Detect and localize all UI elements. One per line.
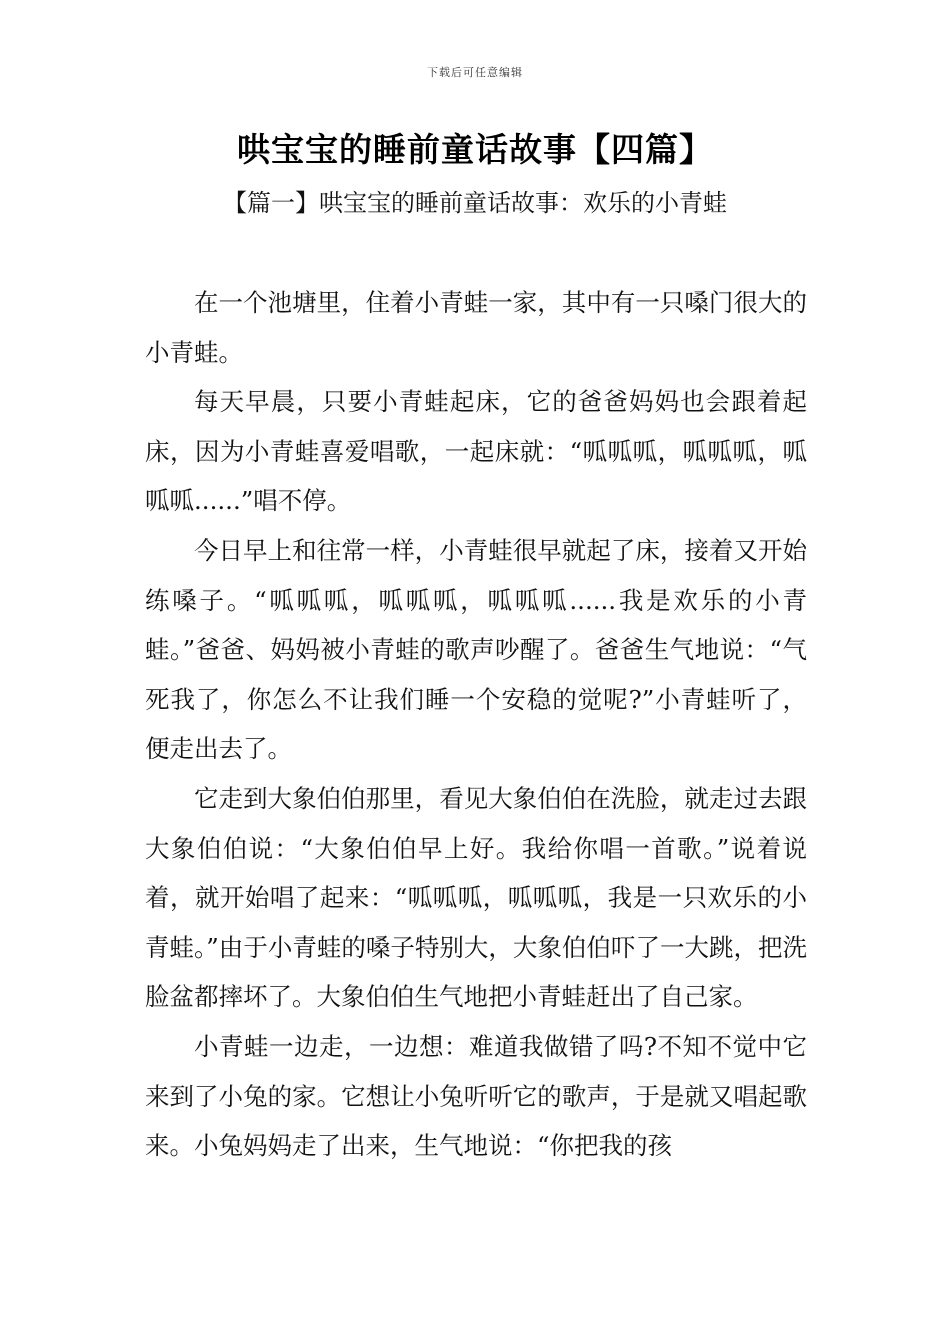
paragraph: 今日早上和往常一样，小青蛙很早就起了床，接着又开始练嗓子。“呱呱呱，呱呱呱，呱呱呱......我是欢乐的小青蛙。”爸爸、妈妈被小青蛙的歌声吵醒了。爸爸生气地说：“气死我了，你怎么不让我们睡一个安稳的觉呢?”小青蛙听了，便走出去了。 [145,535,807,764]
section-title: 【篇一】哄宝宝的睡前童话故事：欢乐的小青蛙 [223,189,727,217]
document-title: 哄宝宝的睡前童话故事【四篇】 [237,130,713,169]
paragraph: 小青蛙一边走，一边想：难道我做错了吗?不知不觉中它来到了小兔的家。它想让小兔听听它的歌声，于是就又唱起歌来。小兔妈妈走了出来，生气地说：“你把我的孩 [145,1031,807,1161]
paragraph: 它走到大象伯伯那里，看见大象伯伯在洗脸，就走过去跟大象伯伯说：“大象伯伯早上好。我给你唱一首歌。”说着说着，就开始唱了起来：“呱呱呱，呱呱呱，我是一只欢乐的小青蛙。”由于小青蛙的嗓子特别大，大象伯伯吓了一大跳，把洗脸盆都摔坏了。大象伯伯生气地把小青蛙赶出了自己家。 [145,783,807,1012]
header-note: 下载后可任意编辑 [427,66,523,79]
paragraph: 在一个池塘里，住着小青蛙一家，其中有一只嗓门很大的小青蛙。 [145,288,807,367]
story-body [145,278,807,1171]
paragraph: 每天早晨，只要小青蛙起床，它的爸爸妈妈也会跟着起床，因为小青蛙喜爱唱歌，一起床就：“呱呱呱，呱呱呱，呱呱呱......”唱不停。 [145,387,807,516]
